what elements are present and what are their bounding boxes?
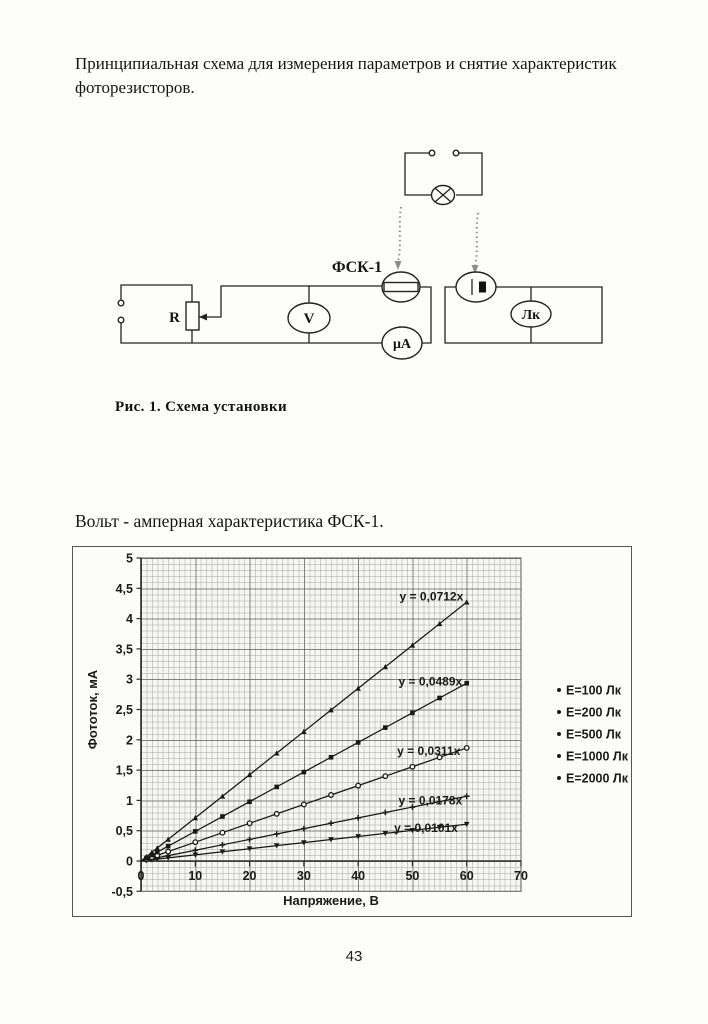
y-tick-label: 2,5 (115, 703, 133, 717)
legend-marker-icon (557, 710, 561, 714)
data-point (302, 770, 307, 775)
legend-label: E=1000 Лк (566, 749, 628, 764)
data-point (356, 740, 361, 745)
data-point (247, 837, 253, 843)
microammeter-label: μA (392, 337, 412, 352)
iv-chart (73, 547, 633, 918)
lamp-terminal-icon (453, 150, 459, 156)
photoresistor-label: ФСК-1 (331, 259, 383, 276)
data-point (328, 820, 334, 826)
data-point (274, 831, 280, 837)
data-point (274, 785, 279, 790)
figure1-caption: Рис. 1. Схема установки (115, 399, 288, 415)
data-point (464, 746, 469, 751)
y-tick-label: 4 (126, 612, 133, 627)
voltmeter-label: V (303, 311, 315, 327)
y-tick-label: 3,5 (115, 642, 133, 657)
legend-marker-icon (557, 688, 561, 692)
rheostat-icon (186, 302, 199, 330)
legend-item (557, 728, 622, 742)
photocell-icon (456, 272, 496, 302)
data-point (166, 849, 171, 854)
y-tick-label: 1,5 (115, 763, 133, 778)
y-tick-label: 1 (126, 793, 133, 808)
data-point (220, 814, 225, 819)
luxmeter-circuit (445, 272, 602, 343)
y-tick-label: -0,5 (111, 884, 133, 899)
input-terminal-icon (118, 317, 124, 323)
legend-label: E=2000 Лк (566, 771, 628, 786)
lamp-circuit (405, 150, 482, 204)
data-point (437, 696, 442, 701)
legend-label: E=500 Лк (566, 727, 621, 742)
x-tick-label: 70 (514, 869, 528, 883)
x-tick-label: 10 (188, 869, 203, 883)
x-tick-label: 30 (296, 869, 311, 883)
legend-item (557, 684, 622, 698)
y-tick-label: 4,5 (115, 581, 133, 596)
data-point (220, 830, 225, 835)
data-point (193, 840, 198, 845)
data-point (383, 774, 388, 779)
section-heading: Вольт - амперная характеристика ФСК-1. (75, 511, 384, 531)
x-tick-label: 40 (351, 869, 366, 883)
y-tick-label: 2 (126, 733, 133, 748)
equation-label: y = 0,0712x (399, 589, 464, 604)
equation-label: y = 0,0101x (394, 820, 458, 835)
data-point (355, 815, 361, 821)
data-point (464, 793, 470, 799)
data-point (247, 821, 252, 826)
photoresistor-body-icon (384, 283, 418, 292)
legend-item (557, 750, 629, 764)
data-point (247, 799, 252, 804)
legend-marker-icon (557, 754, 561, 758)
measuring-circuit (118, 259, 431, 359)
data-point (301, 826, 307, 832)
y-tick-label: 3 (126, 672, 133, 687)
legend-marker-icon (557, 776, 561, 780)
data-point (302, 802, 307, 807)
light-rays (395, 207, 479, 274)
intro-text: Принципиальная схема для измерения параметров и снятие характеристик фоторезисторов. (75, 54, 617, 98)
data-point (220, 842, 226, 848)
luxmeter-label: Лк (521, 308, 541, 323)
y-tick-label: 5 (126, 551, 133, 566)
y-tick-label: 0 (126, 854, 133, 869)
x-axis-title: Напряжение, В (283, 893, 379, 908)
lamp-terminal-icon (429, 150, 435, 156)
data-point (410, 764, 415, 769)
legend-marker-icon (557, 732, 561, 736)
equation-label: y = 0,0311x (397, 743, 461, 758)
data-point (383, 725, 388, 730)
page-number: 43 (345, 948, 363, 965)
data-point (464, 681, 469, 686)
data-point (410, 711, 415, 716)
chart-equations (394, 589, 463, 834)
y-axis-title: Фототок, мА (85, 669, 100, 750)
photocell-electrode-icon (479, 282, 486, 293)
iv-chart-figure (72, 546, 632, 917)
data-point (193, 829, 198, 834)
data-point (464, 599, 470, 604)
equation-label: y = 0,0178x (398, 793, 463, 808)
data-point (192, 847, 198, 853)
circuit-diagram (90, 130, 650, 370)
data-point (274, 812, 279, 817)
x-tick-label: 50 (405, 869, 420, 883)
x-tick-label: 60 (459, 869, 474, 883)
input-terminal-icon (118, 300, 124, 306)
y-tick-label: 0,5 (115, 824, 133, 839)
x-tick-label: 20 (242, 869, 257, 883)
rheostat-label: R (169, 310, 180, 326)
x-tick-label: 0 (137, 869, 145, 883)
data-point (382, 810, 388, 816)
legend-label: E=100 Лк (566, 683, 621, 698)
data-point (166, 844, 171, 849)
legend-label: E=200 Лк (566, 705, 621, 720)
data-point (356, 783, 361, 788)
data-point (155, 850, 160, 855)
wiper-arrow-icon (199, 314, 207, 321)
equation-label: y = 0,0489x (398, 674, 463, 689)
data-point (329, 755, 334, 760)
legend-item (557, 706, 622, 720)
data-point (329, 793, 334, 798)
chart-legend (557, 684, 629, 786)
legend-item (557, 772, 629, 786)
